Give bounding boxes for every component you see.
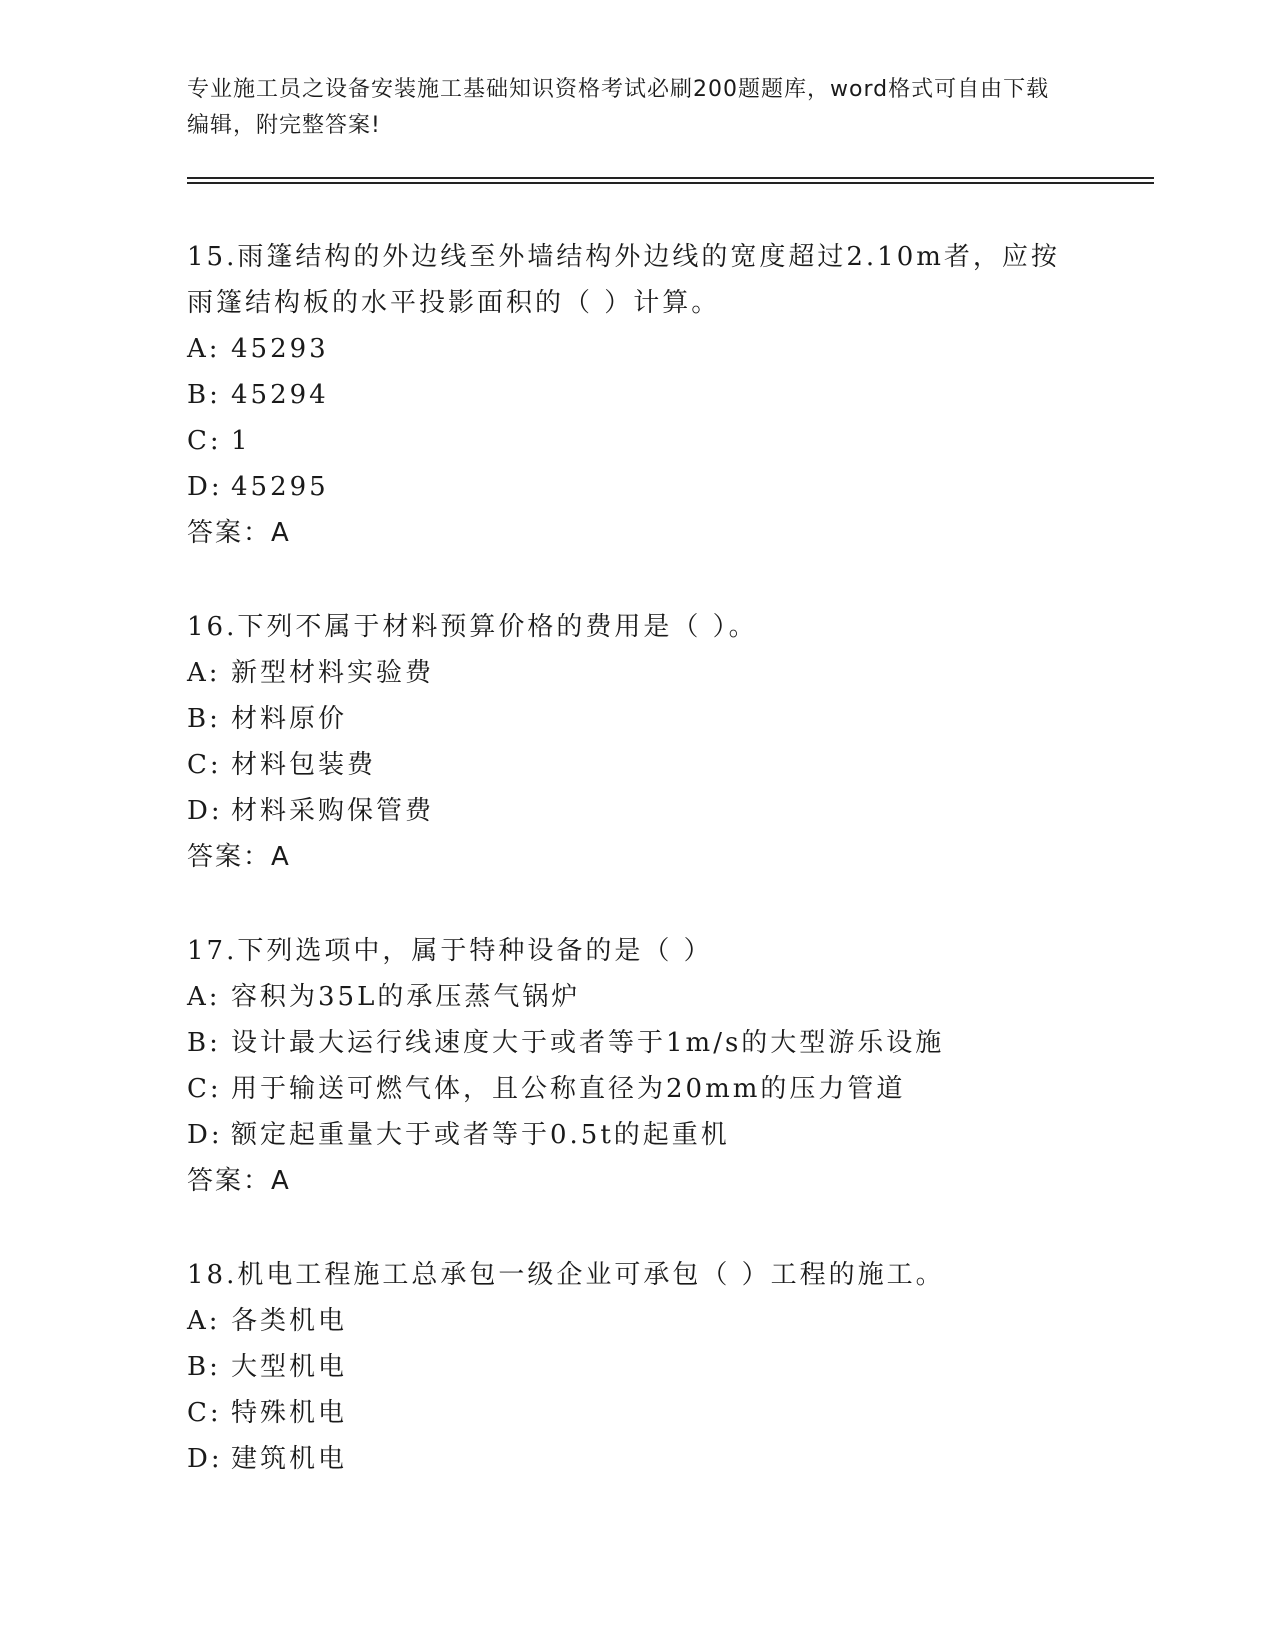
option-key: A: xyxy=(187,334,221,364)
answer-option xyxy=(187,974,1087,1020)
option-text: 45293 xyxy=(231,334,329,364)
question-stem: 16.下列不属于材料预算价格的费用是（ ）。 xyxy=(187,612,758,642)
option-key: A: xyxy=(187,1306,221,1336)
option-text: 大型机电 xyxy=(231,1352,348,1382)
option-text: 设计最大运行线速度大于或者等于1m/s的大型游乐设施 xyxy=(231,1028,945,1058)
answer-option xyxy=(187,788,1087,834)
option-text: 特殊机电 xyxy=(231,1398,348,1428)
answer-option xyxy=(187,1436,1087,1482)
option-text: 材料采购保管费 xyxy=(231,796,435,826)
answer-line: 答案：A xyxy=(187,518,291,548)
option-key: C: xyxy=(187,1398,222,1428)
option-key: B: xyxy=(187,1028,221,1058)
answer-option xyxy=(187,696,1087,742)
question-list xyxy=(187,234,1087,1530)
option-key: D: xyxy=(187,472,223,502)
option-text: 45294 xyxy=(231,380,329,410)
answer-line: 答案：A xyxy=(187,842,291,872)
option-key: D: xyxy=(187,1120,223,1150)
answer-option xyxy=(187,1298,1087,1344)
document-header: 专业施工员之设备安装施工基础知识资格考试必刷200题题库，word格式可自由下载编辑，附完整答案! xyxy=(187,77,1050,138)
question-item xyxy=(187,928,1087,1204)
answer-option xyxy=(187,418,1087,464)
header-divider-line xyxy=(187,177,1154,179)
answer-option xyxy=(187,464,1087,510)
option-text: 用于输送可燃气体，且公称直径为20mm的压力管道 xyxy=(231,1074,906,1104)
option-text: 各类机电 xyxy=(231,1306,348,1336)
option-text: 45295 xyxy=(231,472,329,502)
question-item xyxy=(187,234,1087,556)
option-key: A: xyxy=(187,982,221,1012)
option-key: B: xyxy=(187,380,221,410)
option-key: C: xyxy=(187,1074,222,1104)
option-key: B: xyxy=(187,1352,221,1382)
answer-option xyxy=(187,1344,1087,1390)
option-text: 材料原价 xyxy=(231,704,348,734)
answer-option xyxy=(187,650,1087,696)
answer-option xyxy=(187,1066,1087,1112)
option-key: B: xyxy=(187,704,221,734)
answer-option xyxy=(187,1390,1087,1436)
question-stem: 18.机电工程施工总承包一级企业可承包（ ）工程的施工。 xyxy=(187,1260,945,1290)
question-stem: 15.雨篷结构的外边线至外墙结构外边线的宽度超过2.10m者，应按雨篷结构板的水平投影面积的（ ）计算。 xyxy=(187,242,1060,318)
answer-option xyxy=(187,1020,1087,1066)
option-text: 容积为35L的承压蒸气锅炉 xyxy=(231,982,581,1012)
answer-option xyxy=(187,742,1087,788)
option-text: 新型材料实验费 xyxy=(231,658,435,688)
option-text: 额定起重量大于或者等于0.5t的起重机 xyxy=(231,1120,730,1150)
option-key: C: xyxy=(187,426,222,456)
question-item xyxy=(187,1252,1087,1482)
answer-line: 答案：A xyxy=(187,1166,291,1196)
option-key: A: xyxy=(187,658,221,688)
option-text: 1 xyxy=(231,426,251,456)
question-stem: 17.下列选项中，属于特种设备的是（ ） xyxy=(187,936,713,966)
answer-option xyxy=(187,372,1087,418)
question-item xyxy=(187,604,1087,880)
option-key: D: xyxy=(187,796,223,826)
answer-option xyxy=(187,326,1087,372)
answer-option xyxy=(187,1112,1087,1158)
header-divider-line xyxy=(187,182,1154,184)
option-text: 材料包装费 xyxy=(231,750,377,780)
option-key: D: xyxy=(187,1444,223,1474)
option-text: 建筑机电 xyxy=(231,1444,348,1474)
option-key: C: xyxy=(187,750,222,780)
